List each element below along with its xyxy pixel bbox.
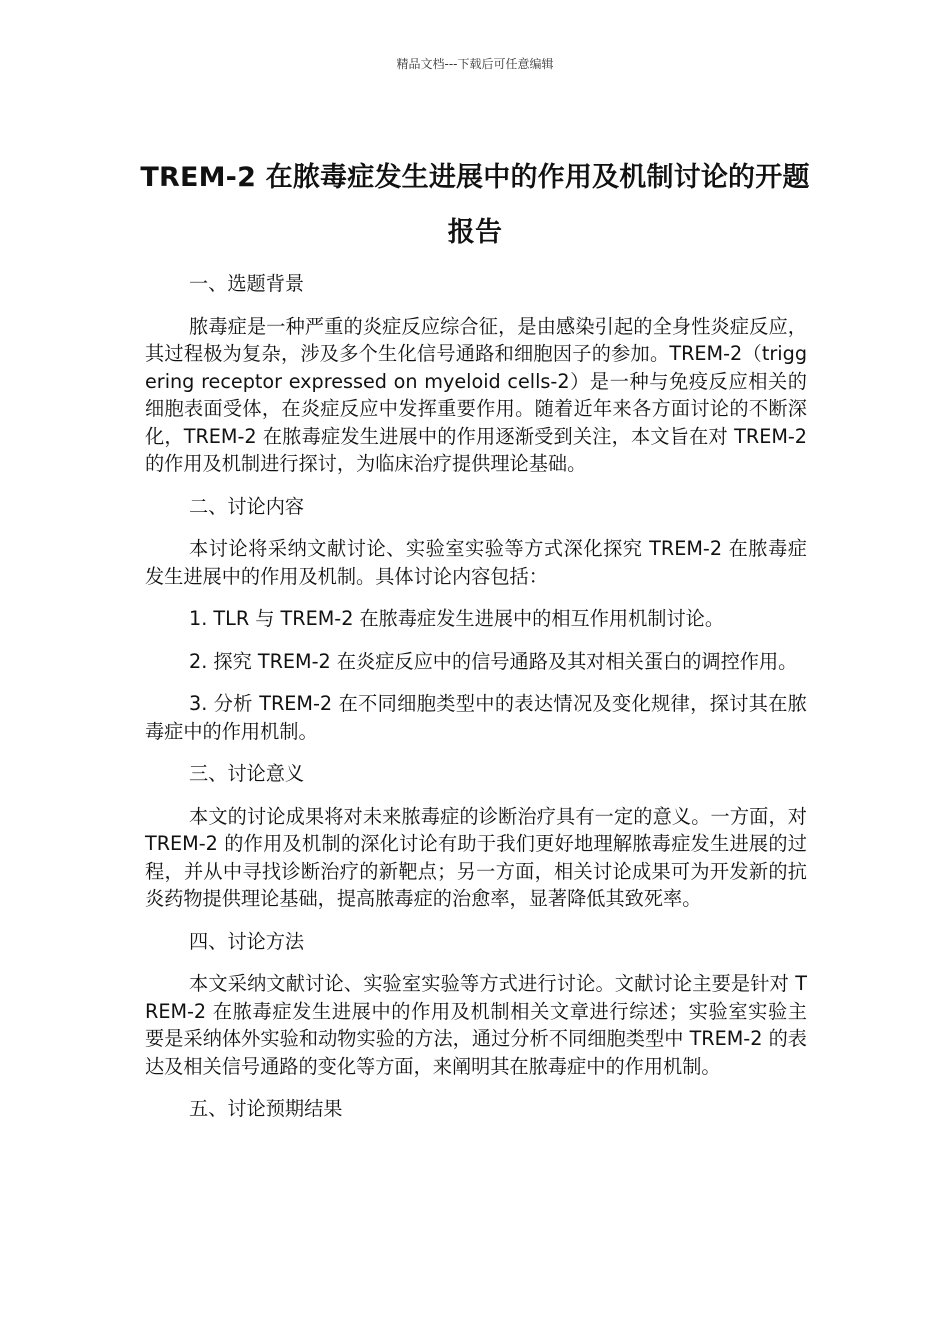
- research-content-item-3: 3. 分析 TREM-2 在不同细胞类型中的表达情况及变化规律，探讨其在脓毒症中的作用机制。: [145, 692, 807, 743]
- section-heading-significance: 三、讨论意义: [189, 762, 305, 785]
- methods-paragraph: 本文采纳文献讨论、实验室实验等方式进行讨论。文献讨论主要是针对 TREM-2 在脓毒症发生进展中的作用及机制相关文章进行综述；实验室实验主要是采纳体外实验和动物实验的方法，通过分析不同细胞类型中 TREM-2 的表达及相关信号通路的变化等方面，来阐明其在脓毒症中的作用机制。: [145, 972, 807, 1078]
- research-content-intro: 本讨论将采纳文献讨论、实验室实验等方式深化探究 TREM-2 在脓毒症发生进展中的作用及机制。具体讨论内容包括：: [145, 537, 807, 588]
- section-heading-expected-results: 五、讨论预期结果: [189, 1097, 343, 1120]
- significance-paragraph: 本文的讨论成果将对未来脓毒症的诊断治疗具有一定的意义。一方面，对 TREM-2 的作用及机制的深化讨论有助于我们更好地理解脓毒症发生进展的过程，并从中寻找诊断治疗的新靶点；另一方面，相关讨论成果可为开发新的抗炎药物提供理论基础，提高脓毒症的治愈率，显著降低其致死率。: [145, 804, 807, 910]
- research-content-item-2: 2. 探究 TREM-2 在炎症反应中的信号通路及其对相关蛋白的调控作用。: [189, 649, 798, 673]
- section-heading-methods: 四、讨论方法: [189, 929, 305, 953]
- header-note: 精品文档---下载后可任意编辑: [396, 57, 554, 71]
- research-content-item-1: 1. TLR 与 TREM-2 在脓毒症发生进展中的相互作用机制讨论。: [189, 607, 725, 630]
- section-heading-research-content: 二、讨论内容: [189, 494, 305, 518]
- section-heading-background: 一、选题背景: [189, 272, 305, 295]
- document-title: TREM-2 在脓毒症发生进展中的作用及机制讨论的开题报告: [140, 162, 810, 249]
- background-paragraph: 脓毒症是一种严重的炎症反应综合征，是由感染引起的全身性炎症反应，其过程极为复杂，涉及多个生化信号通路和细胞因子的参加。TREM-2（triggering receptor expressed on myeloid cells-2）是一种与免疫反应相关的细胞表面受体，在炎症反应中发挥重要作用。随着近年来各方面讨论的不断深化，TREM-2 在脓毒症发生进展中的作用逐渐受到关注，本文旨在对 TREM-2 的作用及机制进行探讨，为临床治疗提供理论基础。: [145, 314, 807, 475]
- document-body: [145, 270, 807, 1138]
